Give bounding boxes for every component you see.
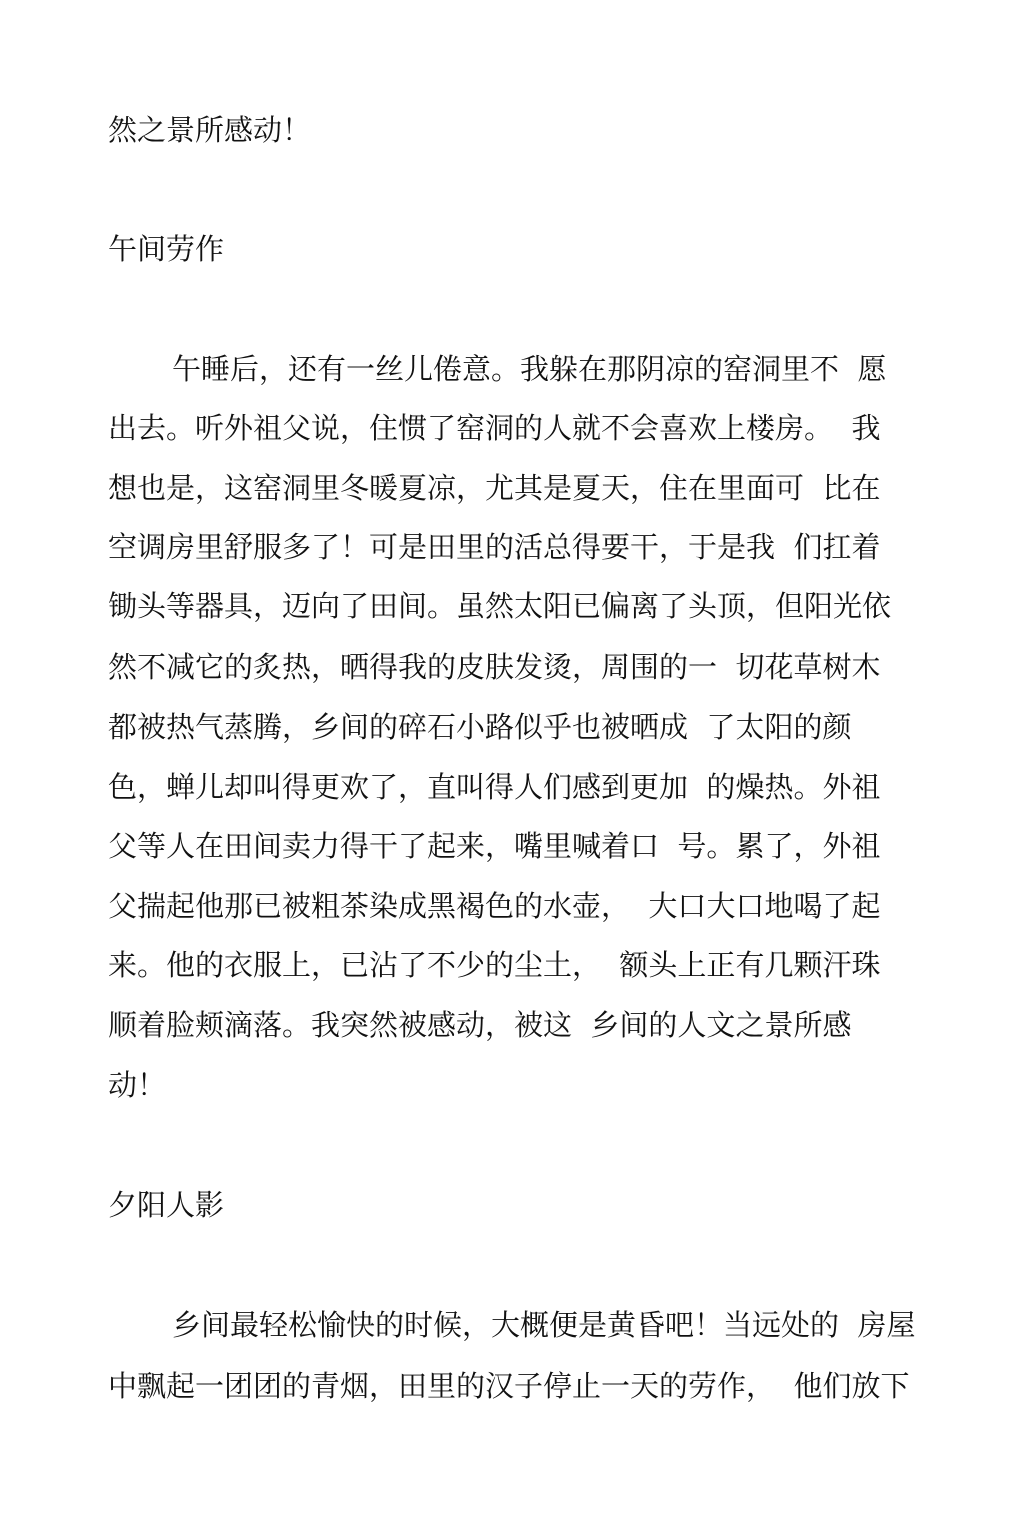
paragraph-line: 出去。听外祖父说，住惯了窑洞的人就不会喜欢上楼房。 我 <box>108 411 881 445</box>
paragraph-line: 午睡后，还有一丝儿倦意。我躲在那阴凉的窑洞里不 愿 <box>172 352 887 386</box>
paragraph-line: 锄头等器具，迈向了田间。虽然太阳已偏离了头顶，但阳光依 <box>108 589 892 623</box>
section-heading: 午间劳作 <box>108 232 225 266</box>
paragraph-line: 都被热气蒸腾，乡间的碎石小路似乎也被晒成 了太阳的颜 <box>108 710 852 744</box>
paragraph-line: 动！ <box>108 1068 167 1102</box>
paragraph-line: 想也是，这窑洞里冬暖夏凉，尤其是夏天，住在里面可 比在 <box>108 471 881 505</box>
paragraph-line: 父等人在田间卖力得干了起来，嘴里喊着口 号。累了，外祖 <box>108 829 881 863</box>
paragraph-line: 然不减它的炙热，晒得我的皮肤发烫，周围的一 切花草树木 <box>108 650 881 684</box>
paragraph-line: 乡间最轻松愉快的时候，大概便是黄昏吧！当远处的 房屋 <box>172 1308 916 1342</box>
paragraph-line: 顺着脸颊滴落。我突然被感动，被这 乡间的人文之景所感 <box>108 1008 852 1042</box>
paragraph-line: 来。他的衣服上，已沾了不少的尘土， 额头上正有几颗汗珠 <box>108 948 881 982</box>
paragraph-line: 空调房里舒服多了！可是田里的活总得要干，于是我 们扛着 <box>108 530 881 564</box>
opening-line: 然之景所感动！ <box>108 113 312 147</box>
paragraph-line: 中飘起一团团的青烟，田里的汉子停止一天的劳作， 他们放下 <box>108 1369 910 1403</box>
section-heading: 夕阳人影 <box>108 1188 225 1222</box>
paragraph-line: 色，蝉儿却叫得更欢了，直叫得人们感到更加 的燥热。外祖 <box>108 770 881 804</box>
paragraph-line: 父揣起他那已被粗茶染成黑褐色的水壶， 大口大口地喝了起 <box>108 889 881 923</box>
